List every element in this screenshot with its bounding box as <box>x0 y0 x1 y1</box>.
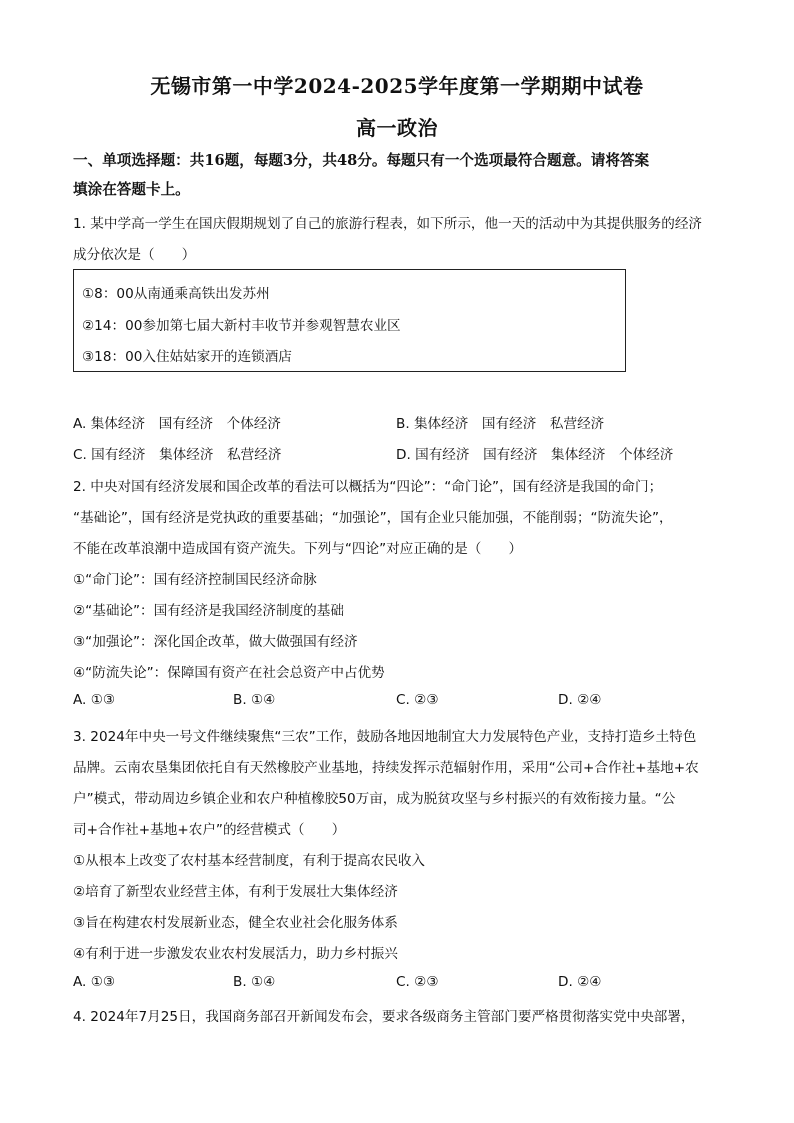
q1-itinerary-item-3: ③18：00入住姑姑家开的连锁酒店 <box>82 349 292 365</box>
q2-stem-line2: “基础论”，国有经济是党执政的重要基础；“加强论”，国有企业只能加强，不能削弱；“防流失论”， <box>73 510 673 526</box>
q2-stem-line3: 不能在改革浪潮中造成国有资产流失。下列与“四论”对应正确的是（ ） <box>73 541 523 557</box>
q2-option-c: C. ②③ <box>396 692 439 708</box>
q3-option-b: B. ①④ <box>233 974 276 990</box>
q2-item-3: ③“加强论”：深化国企改革，做大做强国有经济 <box>73 634 358 650</box>
q2-option-a: A. ①③ <box>73 692 116 708</box>
q1-itinerary-item-2: ②14：00参加第七届大新村丰收节并参观智慧农业区 <box>82 318 401 334</box>
q2-option-d: D. ②④ <box>558 692 602 708</box>
q1-option-d: D. 国有经济 国有经济 集体经济 个体经济 <box>396 447 674 463</box>
section-heading-line2: 填涂在答题卡上。 <box>73 181 190 198</box>
q3-stem-line2: 品牌。云南农垦集团依托自有天然橡胶产业基地，持续发挥示范辐射作用，采用“公司+合作社+基地+农 <box>73 760 699 776</box>
q3-item-3: ③旨在构建农村发展新业态，健全农业社会化服务体系 <box>73 915 398 931</box>
q3-stem-line1: 3. 2024年中央一号文件继续聚焦“三农”工作，鼓励各地因地制宜大力发展特色产业，支持打造乡土特色 <box>73 729 697 745</box>
q1-option-c: C. 国有经济 集体经济 私营经济 <box>73 447 282 463</box>
section-heading <box>73 146 723 204</box>
q2-option-b: B. ①④ <box>233 692 276 708</box>
q3-stem-line3: 户”模式，带动周边乡镇企业和农户种植橡胶50万亩，成为脱贫攻坚与乡村振兴的有效衔接力量。“公 <box>73 791 676 807</box>
exam-title: 无锡市第一中学2024-2025学年度第一学期期中试卷 <box>150 74 644 98</box>
q2-item-2: ②“基础论”：国有经济是我国经济制度的基础 <box>73 603 344 619</box>
q2-item-1: ①“命门论”：国有经济控制国民经济命脉 <box>73 572 317 588</box>
exam-subject: 高一政治 <box>356 116 438 140</box>
q1-stem-line1: 1. 某中学高一学生在国庆假期规划了自己的旅游行程表，如下所示，他一天的活动中为其提供服务的经济 <box>73 216 703 232</box>
q3-option-d: D. ②④ <box>558 974 602 990</box>
q2-item-4: ④“防流失论”：保障国有资产在社会总资产中占优势 <box>73 665 385 681</box>
q2-stem-line1: 2. 中央对国有经济发展和国企改革的看法可以概括为“四论”：“命门论”，国有经济是我国的命门； <box>73 479 663 495</box>
q3-stem-line4: 司+合作社+基地+农户”的经营模式（ ） <box>73 822 346 838</box>
q3-item-4: ④有利于进一步激发农业农村发展活力，助力乡村振兴 <box>73 946 398 962</box>
q1-option-b: B. 集体经济 国有经济 私营经济 <box>396 416 605 432</box>
q1-stem-line2: 成分依次是（ ） <box>73 247 196 263</box>
q1-itinerary-box <box>73 269 626 372</box>
q3-option-a: A. ①③ <box>73 974 116 990</box>
q3-item-2: ②培育了新型农业经营主体，有利于发展壮大集体经济 <box>73 884 398 900</box>
q4-stem-line1: 4. 2024年7月25日，我国商务部召开新闻发布会，要求各级商务主管部门要严格贯彻落实党中央部署， <box>73 1009 695 1025</box>
section-heading-line1: 一、单项选择题：共16题，每题3分，共48分。每题只有一个选项最符合题意。请将答案 <box>73 152 650 169</box>
q3-option-c: C. ②③ <box>396 974 439 990</box>
q1-option-a: A. 集体经济 国有经济 个体经济 <box>73 416 282 432</box>
q3-item-1: ①从根本上改变了农村基本经营制度，有利于提高农民收入 <box>73 853 426 869</box>
q1-itinerary-item-1: ①8：00从南通乘高铁出发苏州 <box>82 286 270 302</box>
